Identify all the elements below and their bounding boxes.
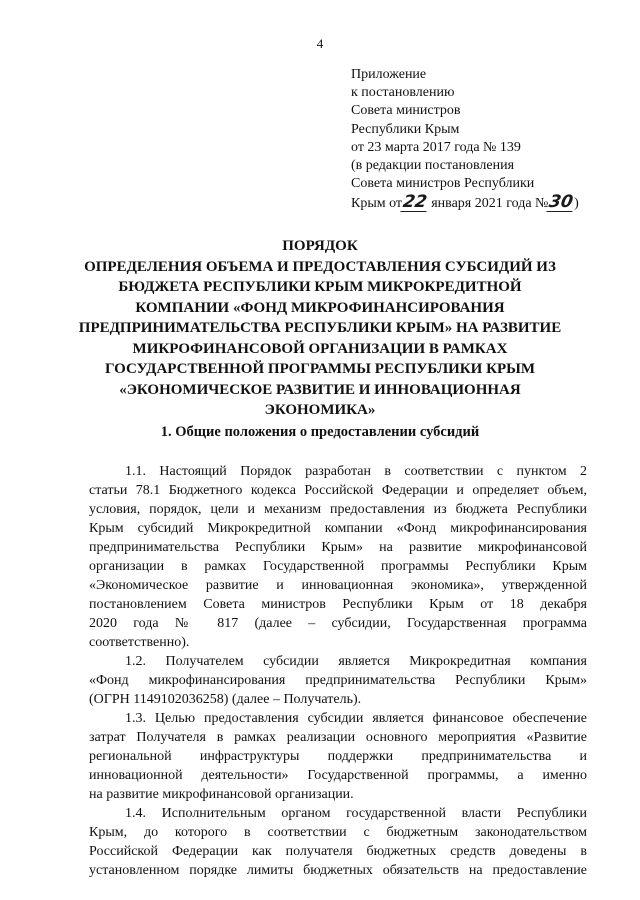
- handwritten-number: 30: [547, 192, 575, 213]
- paragraph-1-4: [89, 804, 587, 880]
- text-line: соответственно).: [89, 635, 190, 650]
- page-number: 4: [316, 36, 324, 51]
- text-line: «Фонд микрофинансирования предпринимательства Республики Крым»: [89, 673, 587, 688]
- appendix-line: Совета министров: [351, 103, 461, 119]
- title-line: МИКРОФИНАНСОВОЙ ОРГАНИЗАЦИИ В РАМКАХ: [132, 340, 508, 357]
- appendix-block: [351, 66, 611, 214]
- text-line: «Экономическое развитие и инновационная экономика», утвержденной: [89, 578, 587, 593]
- title-line: ОПРЕДЕЛЕНИЯ ОБЪЕМА И ПРЕДОСТАВЛЕНИЯ СУБСИДИЙ ИЗ: [84, 258, 556, 275]
- appendix-line: (в редакции постановления: [351, 158, 515, 174]
- text-line: 1.4. Исполнительным органом государственной власти Республики: [125, 806, 587, 821]
- handwritten-day: 22: [401, 192, 429, 213]
- appendix-line: Приложение: [351, 67, 427, 82]
- text-line: условия, порядок, цели и механизм предоставления из бюджета Республики: [89, 502, 587, 517]
- appendix-last-suffix: ): [574, 196, 579, 212]
- text-line: установленном порядке лимиты бюджетных обязательств на предоставление: [89, 863, 587, 878]
- title-line: ПРЕДПРИНИМАТЕЛЬСТВА РЕСПУБЛИКИ КРЫМ» НА РАЗВИТИЕ: [78, 320, 562, 336]
- text-line: 2020 года № 817 (далее – субсидии, Государственная программа: [89, 616, 587, 631]
- section-heading: 1. Общие положения о предоставлении субсидий: [160, 424, 480, 440]
- appendix-line: к постановлению: [351, 85, 455, 101]
- text-line: постановлением Совета министров Республики Крым от 18 декабря: [89, 597, 587, 612]
- title-line: ГОСУДАРСТВЕННОЙ ПРОГРАММЫ РЕСПУБЛИКИ КРЫМ: [104, 361, 536, 377]
- text-line: статьи 78.1 Бюджетного кодекса Российской Федерации и определяет объем,: [89, 483, 587, 498]
- text-line: Крым, до которого в соответствии с бюджетным законодательством: [89, 825, 587, 840]
- text-line: (ОГРН 1149102036258) (далее – Получатель).: [89, 692, 362, 707]
- text-line: Крым субсидий Микрокредитной компании «Фонд микрофинансирования: [89, 521, 587, 536]
- text-line: 1.3. Целью предоставления субсидии является финансовое обеспечение: [125, 711, 587, 726]
- body-text: [89, 462, 587, 880]
- paragraph-1-2: [89, 652, 587, 709]
- appendix-last-middle: января 2021 года №: [431, 196, 549, 212]
- appendix-line: от 23 марта 2017 года № 139: [351, 139, 521, 155]
- text-line: 1.1. Настоящий Порядок разработан в соответствии с пунктом 2: [125, 464, 587, 479]
- text-line: предпринимательства Республики Крым» на развитие микрофинансовой: [89, 540, 587, 555]
- appendix-line: Республики Крым: [351, 121, 460, 137]
- title-line: «ЭКОНОМИЧЕСКОЕ РАЗВИТИЕ И ИННОВАЦИОННАЯ: [119, 381, 521, 398]
- paragraph-1-1: [89, 462, 587, 652]
- appendix-line: Совета министров Республики: [351, 176, 535, 192]
- text-line: Российской Федерации как получателя бюджетных средств доведены в: [89, 844, 587, 859]
- text-line: на развитие микрофинансовой организации.: [89, 787, 354, 802]
- title-line: ЭКОНОМИКА»: [264, 402, 376, 418]
- document-title: [60, 236, 580, 421]
- title-line: БЮДЖЕТА РЕСПУБЛИКИ КРЫМ МИКРОКРЕДИТНОЙ: [118, 279, 522, 295]
- appendix-last-prefix: Крым от: [351, 196, 403, 212]
- text-line: организации в рамках Государственной программы Республики Крым: [89, 559, 587, 574]
- text-line: 1.2. Получателем субсидии является Микрокредитная компания: [125, 654, 587, 669]
- appendix-last-line: [351, 193, 611, 213]
- title-line: ПОРЯДОК: [282, 238, 358, 254]
- paragraph-1-3: [89, 709, 587, 804]
- title-line: КОМПАНИИ «ФОНД МИКРОФИНАНСИРОВАНИЯ: [135, 299, 505, 316]
- text-line: инновационной деятельности» Государственной программы, а именно: [89, 768, 587, 783]
- text-line: затрат Получателя в рамках реализации основного мероприятия «Развитие: [89, 730, 587, 745]
- text-line: региональной инфраструктуры поддержки предпринимательства и: [89, 749, 587, 764]
